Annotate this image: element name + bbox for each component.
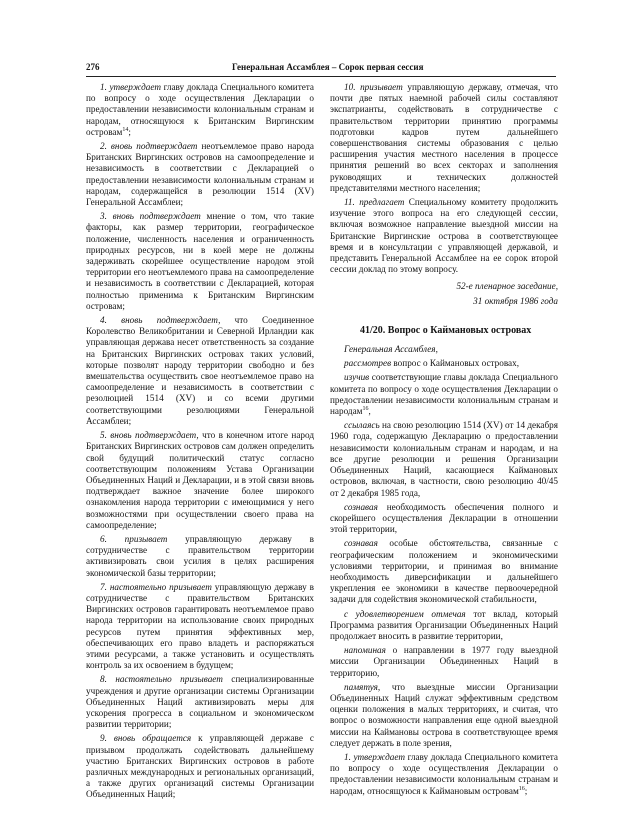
paragraph-lead: 4. вновь подтверждает, bbox=[100, 315, 221, 326]
paragraph-tail: , bbox=[368, 406, 371, 417]
paragraph-text: специализированные учреждения и другие организации системы Организации Объединенных Наций активизировать меры для ускорения прогресса в социальном и экономическом развитии территории; bbox=[86, 674, 314, 730]
paragraph-lead: 9. вновь обращается bbox=[100, 733, 192, 744]
paragraph bbox=[330, 645, 558, 679]
paragraph-text: Специальному комитету продолжить изучение этого вопроса на его следующей сессии, включая возможное направление выездной миссии на Британские Виргинские острова в соответствующее время и в консультации с управляющей державой, и представить Генеральной Ассамблее на ее сорок второй сессии доклад по этому вопросу. bbox=[330, 197, 558, 275]
paragraph-text: неотъемлемое право народа Британских Виргинских островов на самоопределение и независимость в соответствии с Декларацией о предоставлении независимости колониальным странам и народам, содержащейся в резолюции 1514 (XV) Генеральной Ассамблеи; bbox=[86, 141, 315, 208]
paragraph-lead: 6. призывает bbox=[100, 533, 168, 544]
paragraph-text: главу доклада Специального комитета по вопросу о ходе осуществления Декларации о предоставлении независимости колониальным странам и народам, относящуюся к Британским Виргинским островам bbox=[86, 82, 314, 137]
paragraph-lead: 3. вновь подтверждает bbox=[100, 211, 201, 222]
paragraph-lead: 8. настоятельно призывает bbox=[100, 674, 223, 685]
signature-meeting: 52-е пленарное заседание, bbox=[456, 281, 558, 292]
paragraph-text: на свою резолюцию 1514 (XV) от 14 декабря 1960 года, содержащую Декларацию о предоставлении независимости колониальным странам и народам, и на все другие резолюции и решения Организации Объединенных Наций, касающиеся Каймановых островов, включая, в частности, свою резолюцию 40/45 от 2 декабря 1985 года, bbox=[330, 420, 558, 498]
paragraph-text: управляющую державу, отмечая, что почти две пятых наемной рабочей силы составляют экспатрианты, содействовать в сотрудничестве с правительством территории принятию программы подготовки кадров путем дальнейшего совершенствования системы образования с целью расширения участия местного населения в процессе принятия решений во всех секторах и заполнения руководящих и технических должностей представителями местного населения; bbox=[330, 82, 558, 193]
header-rule bbox=[86, 76, 556, 77]
paragraph-tail: ; bbox=[524, 785, 528, 796]
preamble-paragraphs bbox=[330, 372, 558, 749]
addressee: Генеральная Ассамблея, bbox=[344, 344, 438, 355]
paragraph-lead: сознавая bbox=[344, 501, 378, 512]
paragraph bbox=[86, 534, 314, 579]
paragraph bbox=[86, 315, 314, 427]
paragraph bbox=[86, 430, 314, 531]
paragraph bbox=[330, 752, 558, 797]
paragraph-tail: ; bbox=[128, 126, 131, 137]
operative-paragraphs bbox=[330, 752, 558, 797]
paragraph-lead: сознавая bbox=[344, 538, 378, 549]
resolution-title: 41/20. Вопрос о Каймановых островах bbox=[360, 324, 532, 336]
paragraph bbox=[330, 538, 558, 605]
paragraph-lead: ссылаясь bbox=[344, 420, 380, 431]
paragraph bbox=[86, 733, 314, 800]
paragraph-text: о направлении в 1977 году выездной миссии Организации Объединенных Наций в территорию, bbox=[330, 645, 558, 678]
paragraph bbox=[86, 582, 314, 672]
paragraph bbox=[330, 82, 558, 194]
paragraph bbox=[330, 609, 558, 643]
paragraph bbox=[86, 674, 314, 730]
paragraph-text: необходимость обеспечения полного и скорейшего осуществления Декларации в отношении этой территории, bbox=[330, 501, 558, 535]
paragraph-lead: 2. вновь подтверждает bbox=[100, 141, 198, 152]
paragraph bbox=[330, 502, 558, 536]
paragraph-text: тот вклад, который Программа развития Организации Объединенных Наций продолжает вносить в развитие территории, bbox=[330, 608, 558, 641]
paragraph-lead: 10. призывает bbox=[344, 82, 403, 92]
signature-date: 31 октября 1986 года bbox=[473, 295, 558, 306]
paragraph-lead: 5. вновь подтверждает, bbox=[100, 430, 199, 441]
paragraph-text: особые обстоятельства, связанные с географическим положением и экономическими условиями территории, и принимая во внимание необходимость диверсификации и дальнейшего укрепления ее экономики в качестве первоочередной задачи для содействия экономической стабильности, bbox=[330, 538, 558, 605]
right-column-paragraphs bbox=[330, 82, 558, 275]
paragraph-lead: памятуя, bbox=[344, 681, 381, 692]
paragraph-text: главу доклада Специального комитета по вопросу о ходе осуществления Декларации о предоставлении независимости колониальным странам и народам, относящуюся к Каймановым островам bbox=[330, 751, 558, 796]
paragraph-lead: 1. утверждает bbox=[344, 751, 405, 762]
paragraph-lead: напоминая bbox=[344, 645, 386, 656]
paragraph-text: мнение о том, что такие факторы, как размер территории, географическое положение, численность населения и ограниченность природных ресурсов, ни в коей мере не должны задерживать скорейшее осуществление народом этой территории его неотъемлемого права на самоопределение и независимость в соответствии с Декларацией, которая полностью применима к Британским Виргинским островам; bbox=[86, 211, 314, 311]
footnote-ref: 16 bbox=[518, 785, 525, 792]
footnote-ref: 16 bbox=[362, 406, 369, 413]
paragraph-lead: изучив bbox=[344, 372, 370, 383]
paragraph bbox=[330, 372, 558, 417]
paragraph-text: что в конечном итоге народ Британских Виргинских островов сам должен определить свой будущий политический статус согласно соответствующим положениям Устава Организации Объединенных Наций и Декларации, и в этой связи вновь подтверждает важное значение более широкого ознакомления народа территории с имеющимися у него возможностями при осуществлении своего права на самоопределение; bbox=[86, 430, 314, 530]
paragraph-text: что Соединенное Королевство Великобритании и Северной Ирландии как управляющая держава несет ответственность за создание на Британских Виргинских островах таких условий, которые позволят народу территории свободно и без вмешательства осуществить свое неотъемлемое право на самоопределение и независимость в соответствии с резолюцией 1514 (XV) и со всеми другими соответствующими резолюциями Генеральной Ассамблеи; bbox=[86, 315, 314, 426]
paragraph-lead: 7. настоятельно призывает bbox=[100, 581, 212, 592]
page-number: 276 bbox=[86, 62, 100, 72]
paragraph-text: к управляющей державе с призывом продолжать содействовать дальнейшему участию Британских Виргинских островов в работе различных международных и региональных организаций, а также других организаций системы Организации Объединенных Наций; bbox=[86, 733, 314, 800]
left-column bbox=[86, 82, 314, 804]
paragraph bbox=[86, 141, 314, 208]
paragraph bbox=[330, 420, 558, 498]
paragraph bbox=[330, 682, 558, 749]
paragraph-text: что выездные миссии Организации Объединенных Наций служат эффективным средством оценки положения в малых территориях, и считая, что вопрос о возможности направления еще одной выездной миссии на Каймановы острова в соответствующее время следует держать в поле зрения, bbox=[330, 681, 558, 748]
page-header bbox=[86, 62, 556, 76]
preamble-intro: рассмотрев вопрос о Каймановых островах, bbox=[344, 358, 520, 369]
paragraph bbox=[86, 211, 314, 312]
running-title: Генеральная Ассамблея – Сорок первая сессия bbox=[232, 62, 424, 72]
paragraph-lead: 11. предлагает bbox=[344, 197, 405, 208]
paragraph bbox=[330, 197, 558, 275]
paragraph bbox=[86, 82, 314, 138]
footnote-ref: 14 bbox=[122, 126, 129, 133]
paragraph-lead: с удовлетворением отмечая bbox=[344, 608, 466, 619]
paragraph-lead: 1. утверждает bbox=[100, 82, 161, 92]
paragraph-text: управляющую державу в сотрудничестве с правительством территории активизировать свои усилия в целях расширения экономической базы территории; bbox=[86, 533, 314, 578]
paragraph-text: управляющую державу в сотрудничестве с правительством Британских Виргинских островов гарантировать неотъемлемое право народа территории на использование своих природных ресурсов путем принятия эффективных мер, обеспечивающих его право владеть и распоряжаться этими ресурсами, а также установить и осуществлять контроль за их освоением в будущем; bbox=[86, 581, 314, 671]
right-column bbox=[330, 82, 558, 800]
paragraph-text: соответствующие главы доклада Специального комитета по вопросу о ходе осуществления Декларации о предоставлении независимости колониальным странам и народам bbox=[330, 372, 558, 417]
